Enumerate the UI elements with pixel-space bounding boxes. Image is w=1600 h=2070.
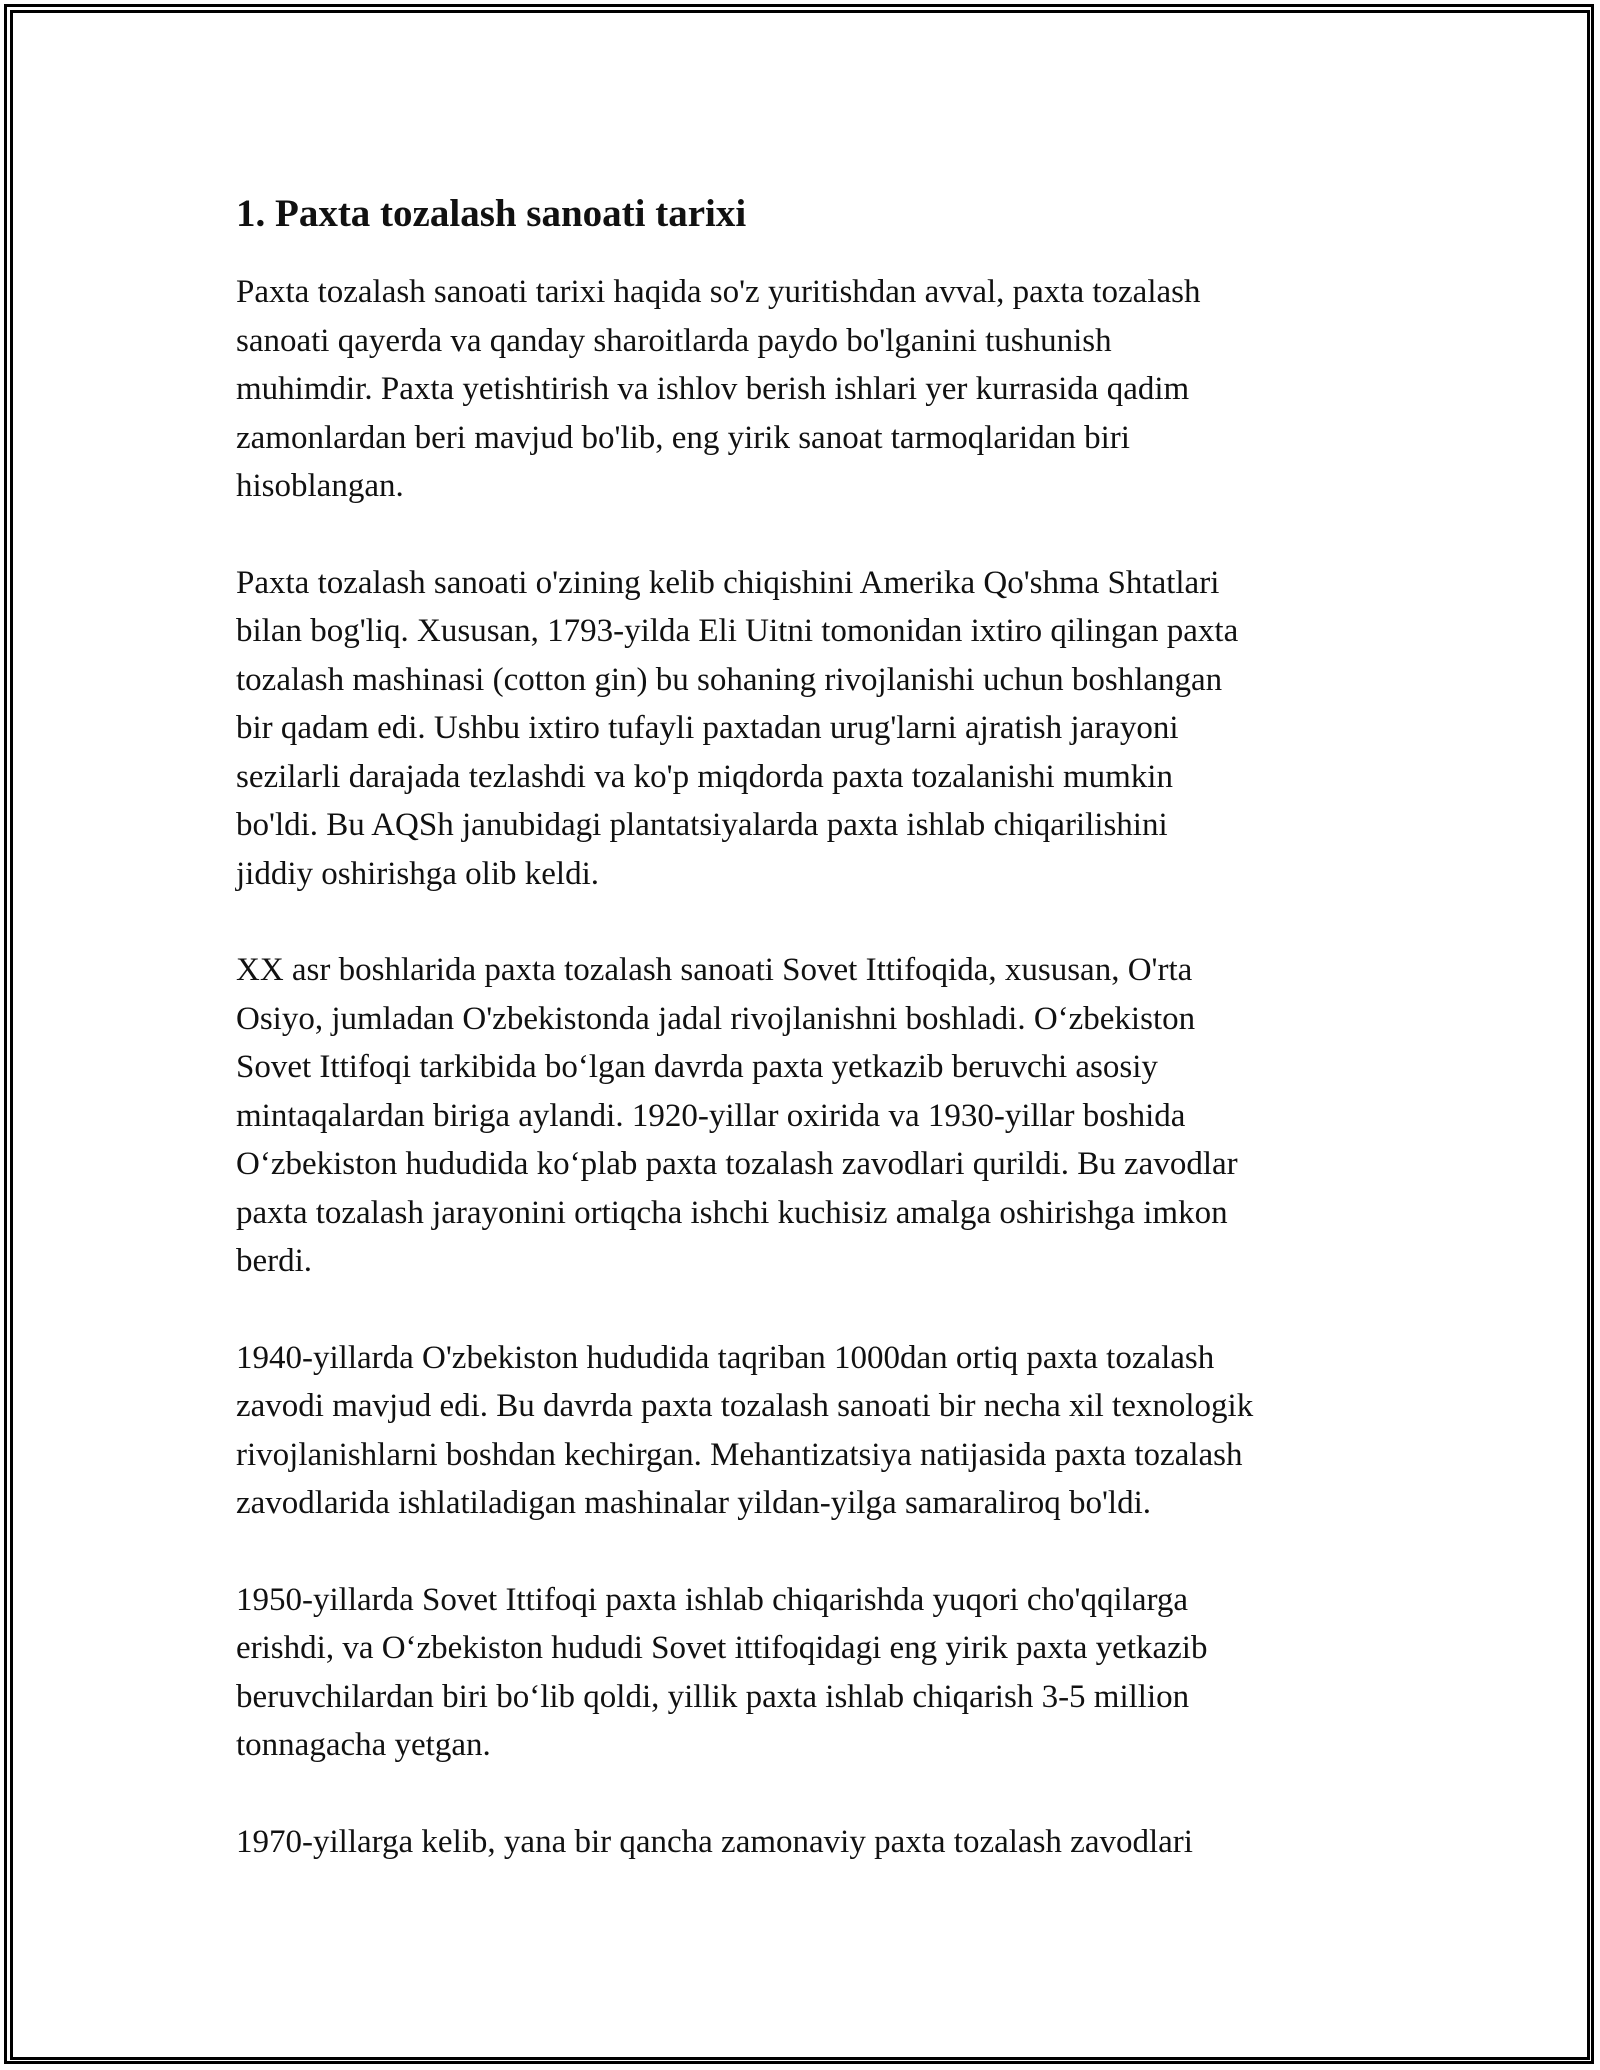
paragraph-line: berdi.: [236, 1243, 313, 1279]
paragraph-line: 1940-yillarda O'zbekiston hududida taqriban 1000dan ortiq paxta tozalash: [236, 1339, 1215, 1376]
paragraph-line: sanoati qayerda va qanday sharoitlarda paydo bo'lganini tushunish: [236, 322, 1112, 359]
paragraph-line: zavodi mavjud edi. Bu davrda paxta tozalash sanoati bir necha xil texnologik: [236, 1388, 1254, 1424]
paragraph-line: Osiyo, jumladan O'zbekistonda jadal rivojlanishni boshladi. O‘zbekiston: [236, 1000, 1196, 1037]
paragraph-line: bir qadam edi. Ushbu ixtiro tufayli paxtadan urug'larni ajratish jarayoni: [236, 710, 1179, 746]
paragraph: [236, 559, 1386, 899]
paragraph-line: tonnagacha yetgan.: [236, 1727, 491, 1763]
paragraph-line: 1950-yillarda Sovet Ittifoqi paxta ishlab chiqarishda yuqori cho'qqilarga: [236, 1581, 1189, 1618]
paragraph: [236, 946, 1386, 1286]
paragraph-line: Sovet Ittifoqi tarkibida bo‘lgan davrda paxta yetkazib beruvchi asosiy: [236, 1049, 1158, 1085]
paragraph-line: rivojlanishlarni boshdan kechirgan. Mehantizatsiya natijasida paxta tozalash: [236, 1436, 1243, 1473]
document-body: [236, 188, 1386, 1914]
paragraph-line: tozalash mashinasi (cotton gin) bu sohaning rivojlanishi uchun boshlangan: [236, 661, 1223, 698]
paragraph-line: bo'ldi. Bu AQSh janubidagi plantatsiyalarda paxta ishlab chiqarilishini: [236, 807, 1168, 843]
paragraph-line: 1970-yillarga kelib, yana bir qancha zamonaviy paxta tozalash zavodlari: [236, 1823, 1193, 1860]
paragraph-line: beruvchilardan biri bo‘lib qoldi, yillik paxta ishlab chiqarish 3-5 million: [236, 1678, 1190, 1715]
paragraph-line: Paxta tozalash sanoati o'zining kelib chiqishini Amerika Qo'shma Shtatlari: [236, 564, 1220, 601]
section-heading: 1. Paxta tozalash sanoati tarixi: [236, 192, 747, 235]
paragraph-list: [236, 268, 1386, 1866]
paragraph-line: mintaqalardan biriga aylandi. 1920-yillar oxirida va 1930-yillar boshida: [236, 1097, 1186, 1134]
paragraph-line: XX asr boshlarida paxta tozalash sanoati Sovet Ittifoqida, xususan, O'rta: [236, 952, 1193, 988]
paragraph-line: O‘zbekiston hududida ko‘plab paxta tozalash zavodlari qurildi. Bu zavodlar: [236, 1146, 1238, 1182]
paragraph-line: zamonlardan beri mavjud bo'lib, eng yirik sanoat tarmoqlaridan biri: [236, 419, 1130, 456]
paragraph: [236, 1334, 1386, 1528]
paragraph: [236, 1576, 1386, 1770]
paragraph: [236, 1818, 1386, 1867]
paragraph-line: hisoblangan.: [236, 468, 404, 504]
paragraph-line: Paxta tozalash sanoati tarixi haqida so'z yuritishdan avval, paxta tozalash: [236, 274, 1201, 310]
paragraph-line: bilan bog'liq. Xususan, 1793-yilda Eli Uitni tomonidan ixtiro qilingan paxta: [236, 613, 1239, 649]
paragraph-line: jiddiy oshirishga olib keldi.: [236, 855, 599, 892]
paragraph-line: muhimdir. Paxta yetishtirish va ishlov berish ishlari yer kurrasida qadim: [236, 371, 1190, 407]
paragraph-line: paxta tozalash jarayonini ortiqcha ishchi kuchisiz amalga oshirishga imkon: [236, 1194, 1228, 1231]
paragraph-line: sezilarli darajada tezlashdi va ko'p miqdorda paxta tozalanishi mumkin: [236, 758, 1173, 795]
paragraph-line: erishdi, va O‘zbekiston hududi Sovet ittifoqidagi eng yirik paxta yetkazib: [236, 1630, 1208, 1666]
paragraph: [236, 268, 1386, 511]
paragraph-line: zavodlarida ishlatiladigan mashinalar yildan-yilga samaraliroq bo'ldi.: [236, 1485, 1151, 1521]
